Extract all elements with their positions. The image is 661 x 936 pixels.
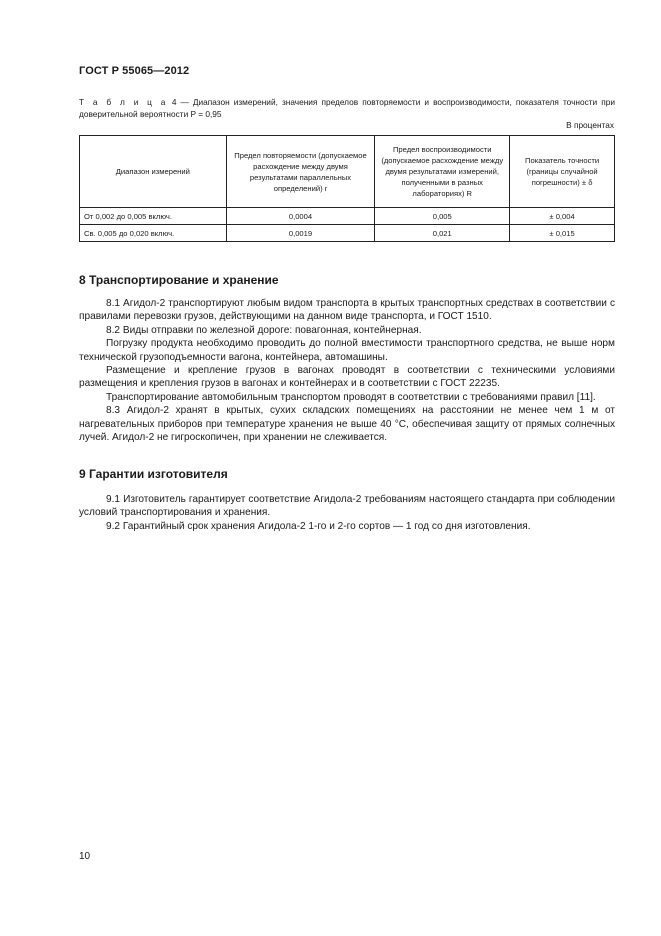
- section-8-body: [79, 297, 615, 444]
- column-header-accuracy: Показатель точности (границы случайной погрешности) ± δ: [510, 136, 615, 208]
- cell-accuracy: ± 0,015: [510, 225, 615, 242]
- table-units: В процентах: [566, 120, 614, 130]
- cell-reproducibility: 0,021: [375, 225, 510, 242]
- column-header-range: Диапазон измерений: [80, 136, 227, 208]
- paragraph: 8.1 Агидол-2 транспортируют любым видом транспорта в крытых транспортных средствах в соответствии с правилами перевозки грузов, действующими на данном виде транспорта, и ГОСТ 1510.: [79, 298, 615, 323]
- table-caption-label: Т а б л и ц а: [79, 97, 168, 107]
- measurement-table: [79, 135, 615, 242]
- paragraph: 9.2 Гарантийный срок хранения Агидола-2 1-го и 2-го сортов — 1 год со дня изготовления.: [106, 520, 531, 532]
- table-header-row: [80, 136, 615, 208]
- cell-repeatability: 0,0019: [226, 225, 375, 242]
- paragraph: 8.2 Виды отправки по железной дороге: повагонная, контейнерная.: [106, 324, 422, 336]
- column-header-repeatability: Предел повторяемости (допускаемое расхождение между двумя результатами параллельных определений) r: [226, 136, 375, 208]
- section-9-title: 9 Гарантии изготовителя: [79, 467, 228, 481]
- table-row: [80, 225, 615, 242]
- paragraph: 9.1 Изготовитель гарантирует соответствие Агидола-2 требованиям настоящего стандарта при соблюдении условий транспортирования и хранения.: [79, 494, 615, 519]
- cell-accuracy: ± 0,004: [510, 208, 615, 225]
- table-row: [80, 208, 615, 225]
- section-8-title: 8 Транспортирование и хранение: [79, 273, 279, 287]
- page-number: 10: [79, 851, 91, 862]
- paragraph: 8.3 Агидол-2 хранят в крытых, сухих складских помещениях на расстоянии не менее чем 1 м от нагревательных приборов при температуре хранения не выше 40 °С, обеспечивая защиту от прямых солнечных лучей. Агидол-2 не гигроскопичен, при хранении не слеживается.: [79, 405, 615, 444]
- table-caption-text: 4 — Диапазон измерений, значения пределов повторяемости и воспроизводимости, показателя точности при доверительной вероятности P = 0,95: [79, 97, 615, 119]
- cell-repeatability: 0,0004: [226, 208, 375, 225]
- cell-reproducibility: 0,005: [375, 208, 510, 225]
- cell-range: Св. 0,005 до 0,020 включ.: [80, 225, 227, 242]
- paragraph: Погрузку продукта необходимо проводить до полной вместимости транспортного средства, не выше норм технической грузоподъемности вагона, контейнера, автомашины.: [79, 338, 615, 363]
- paragraph: Размещение и крепление грузов в вагонах проводят в соответствии с техническими условиями размещения и крепления грузов в вагонах и контейнерах и в соответствии с ГОСТ 22235.: [79, 365, 615, 390]
- table-caption: [79, 96, 615, 120]
- document-code: ГОСТ Р 55065—2012: [79, 65, 190, 77]
- paragraph: Транспортирование автомобильным транспортом проводят в соответствии с требованиями правил [11].: [106, 391, 596, 403]
- section-9-body: [79, 493, 615, 533]
- cell-range: От 0,002 до 0,005 включ.: [80, 208, 227, 225]
- column-header-reproducibility: Предел воспроизводимости (допускаемое расхождение между двумя результатами измерений, полученными в разных лабораториях) R: [375, 136, 510, 208]
